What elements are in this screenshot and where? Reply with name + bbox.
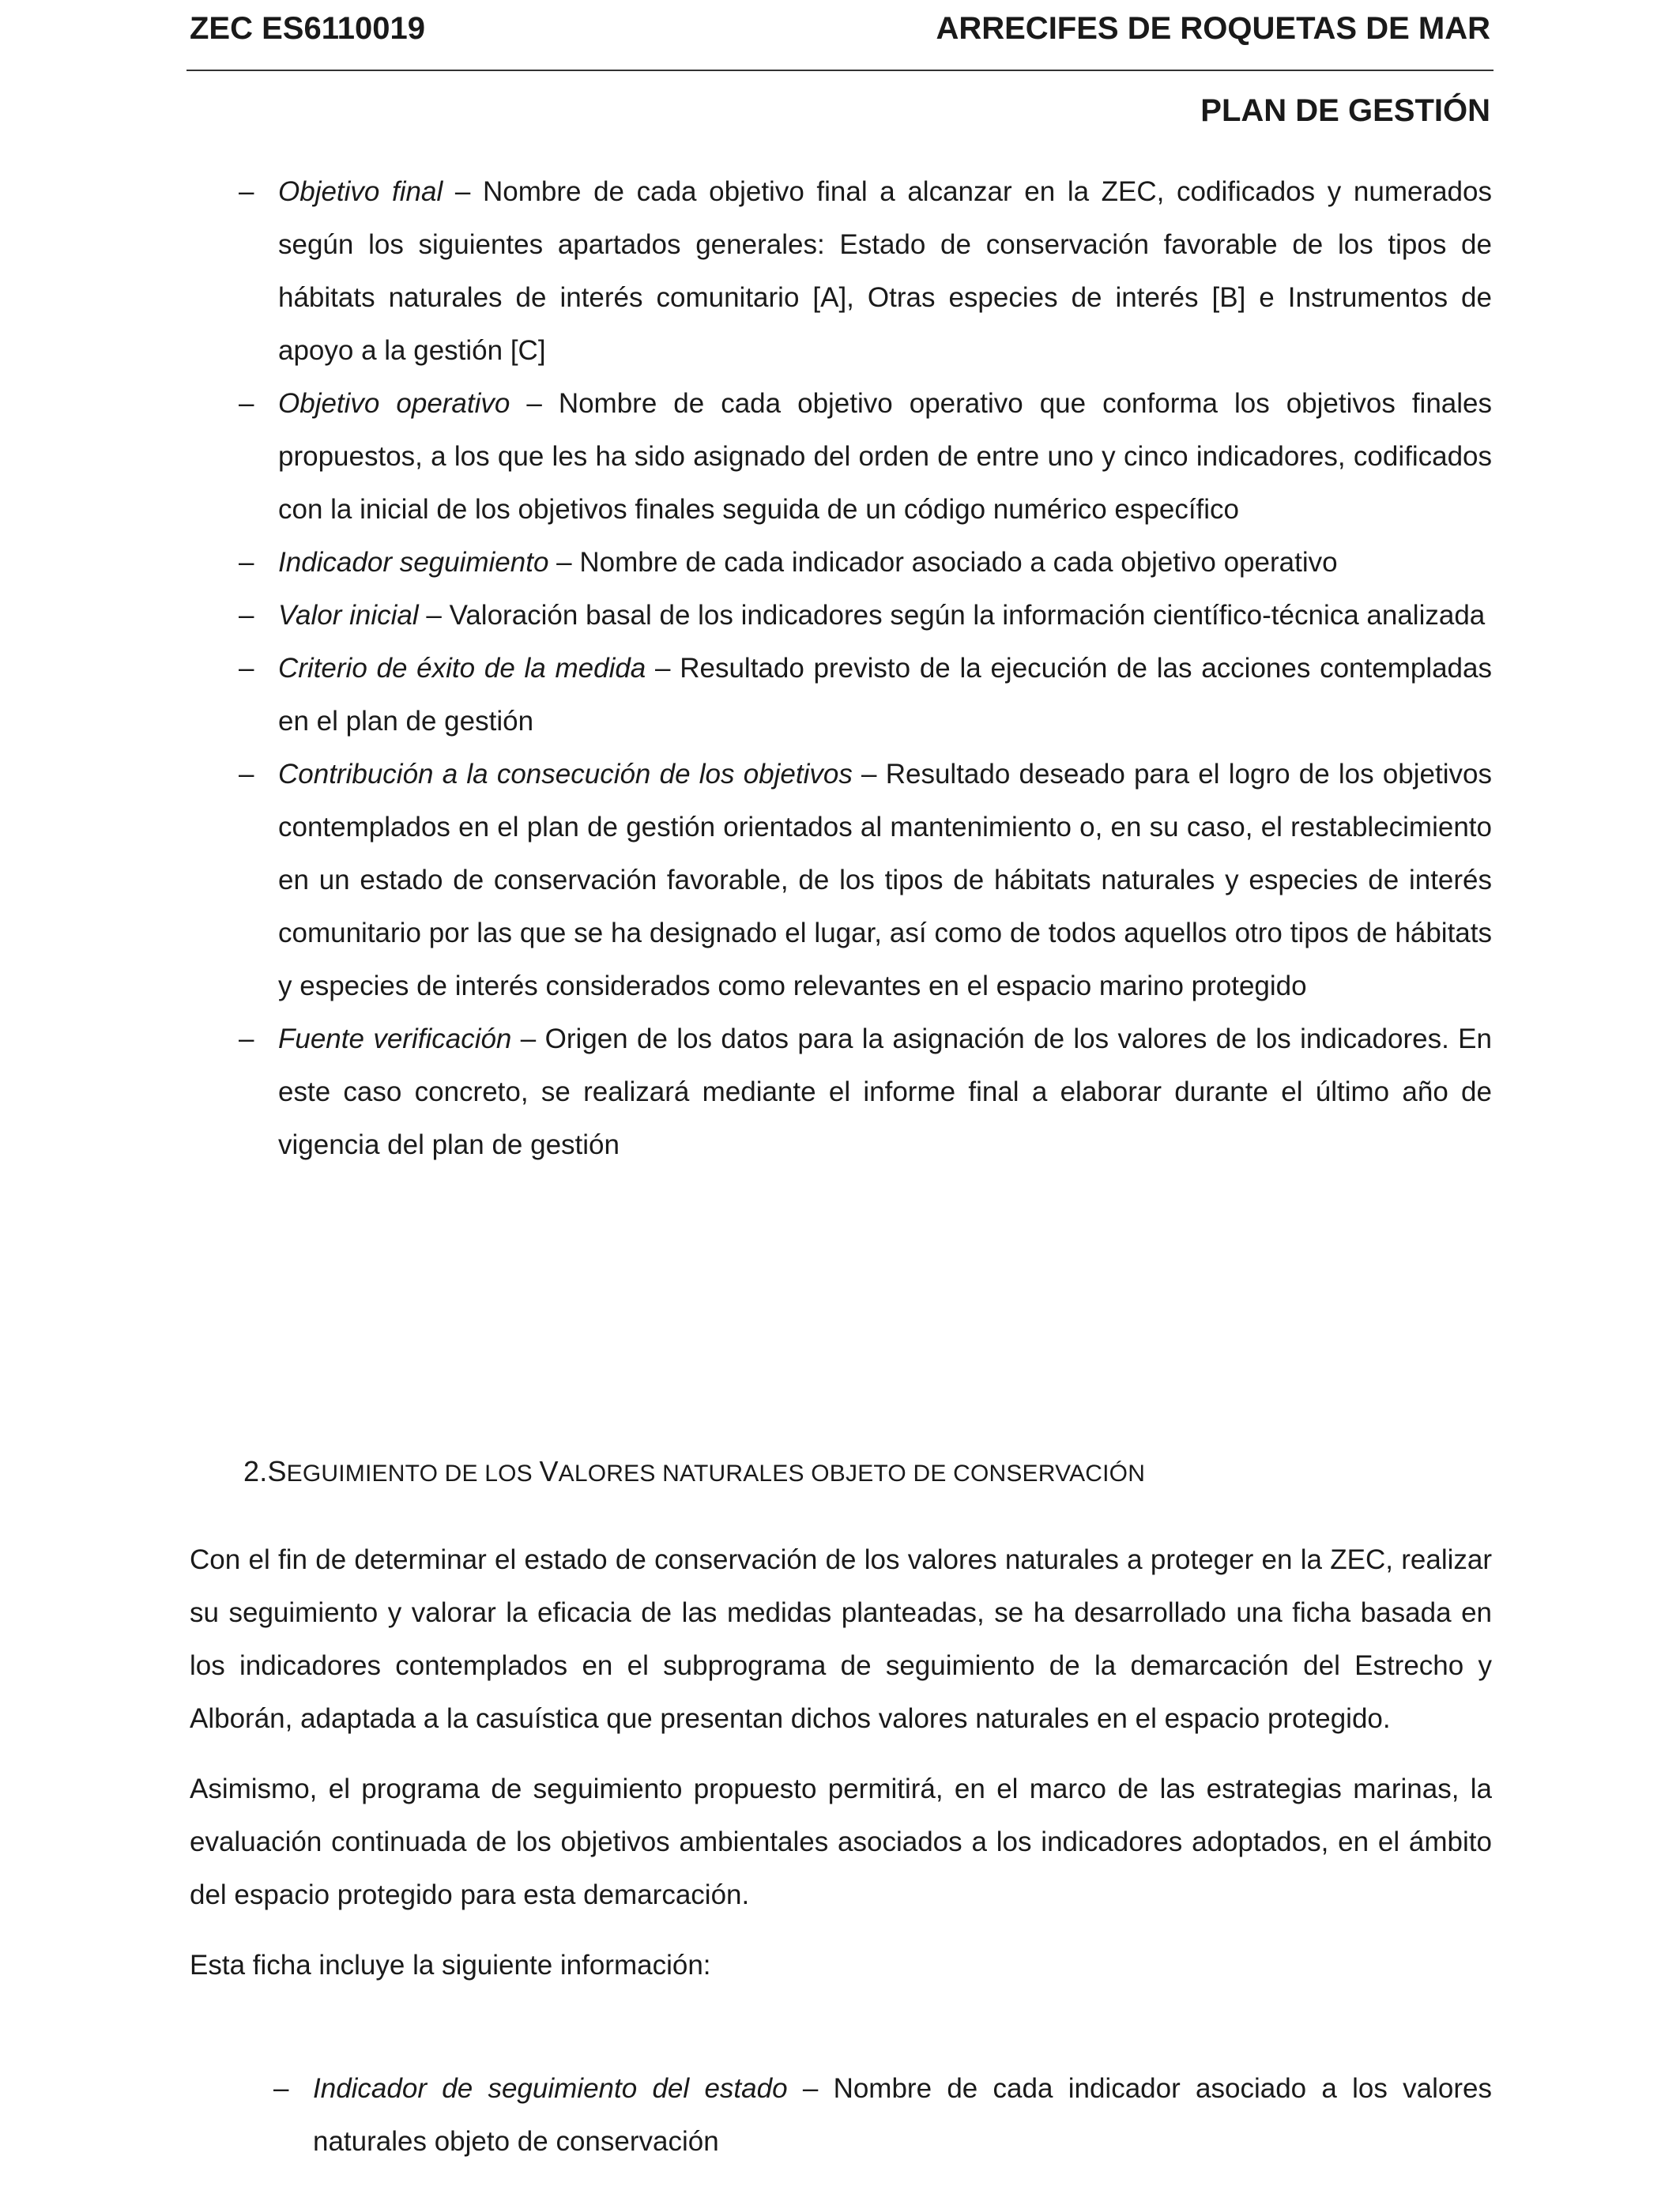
definition-list [239, 165, 1492, 1171]
definition-item [239, 165, 1492, 377]
bullet-dash: – [239, 547, 254, 578]
body-paragraph: Con el fin de determinar el estado de conservación de los valores naturales a proteger en la ZEC, realizar su seguimiento y valorar la eficacia de las medidas planteadas, se ha desarrollado una ficha basada en los indicadores contemplados en el subprograma de seguimiento de la demarcación del Estrecho y Alborán, adaptada a la casuística que presentan dichos valores naturales en el espacio protegido. [190, 1544, 1492, 1734]
bullet-dash: – [239, 653, 254, 684]
section-title-cap: V [539, 1455, 559, 1487]
bullet-dash: – [239, 176, 254, 207]
definition-term: Indicador seguimiento [278, 547, 549, 578]
definition-item [239, 589, 1492, 642]
section-number: 2. [243, 1455, 268, 1487]
definition-text: – Origen de los datos para la asignación de los valores de los indicadores. En este caso concreto, se realizará mediante el informe final a elaborar durante el último año de vigencia del plan de gestión [278, 1023, 1492, 1160]
definition-item [273, 2062, 1492, 2168]
definition-text: – Resultado deseado para el logro de los objetivos contemplados en el plan de gestión orientados al mantenimiento o, en su caso, el restablecimiento en un estado de conservación favorable, de los tipos de hábitats naturales y especies de interés comunitario por las que se ha designado el lugar, así como de todos aquellos otro tipos de hábitats y especies de interés considerados como relevantes en el espacio marino protegido [278, 759, 1492, 1001]
definition-item [239, 377, 1492, 536]
section-body [190, 1533, 1492, 2009]
definition-item [239, 1012, 1492, 1171]
definition-term: Contribución a la consecución de los objetivos [278, 759, 853, 790]
definition-term: Objetivo final [278, 176, 443, 207]
definition-term: Valor inicial [278, 600, 419, 631]
definition-item [239, 536, 1492, 589]
definition-text: – Valoración basal de los indicadores según la información científico-técnica analizada [418, 600, 1486, 631]
definition-text: – Resultado previsto de la ejecución de las acciones contempladas en el plan de gestión [278, 653, 1492, 737]
definition-term: Criterio de éxito de la medida [278, 653, 646, 684]
header-document-type: PLAN DE GESTIÓN [1200, 93, 1490, 128]
bullet-dash: – [239, 388, 254, 419]
header-site-name: ARRECIFES DE ROQUETAS DE MAR [936, 11, 1490, 46]
definition-term: Indicador de seguimiento del estado [313, 2073, 788, 2104]
section-title-smallcaps: ALORES NATURALES OBJETO DE CONSERVACIÓN [558, 1461, 1146, 1487]
definition-text: – Nombre de cada indicador asociado a cada objetivo operativo [548, 547, 1338, 578]
bullet-dash: – [239, 600, 254, 631]
body-paragraph: Esta ficha incluye la siguiente información: [190, 1950, 711, 1981]
bullet-dash: – [239, 1023, 254, 1054]
definition-text: – Nombre de cada indicador asociado a los valores naturales objeto de conservación [313, 2073, 1492, 2157]
section-title-smallcaps: EGUIMIENTO DE LOS [286, 1461, 540, 1487]
section-heading [243, 1453, 1145, 1493]
header-site-code: ZEC ES6110019 [190, 11, 425, 46]
section-title-cap: S [267, 1455, 287, 1487]
bullet-dash: – [239, 759, 254, 790]
definition-item [239, 748, 1492, 1012]
info-list [273, 2062, 1492, 2168]
header-divider [186, 70, 1494, 71]
body-paragraph: Asimismo, el programa de seguimiento propuesto permitirá, en el marco de las estrategias marinas, la evaluación continuada de los objetivos ambientales asociados a los indicadores adoptados, en el ámbito del espacio protegido para esta demarcación. [190, 1774, 1492, 1910]
definition-item [239, 642, 1492, 748]
bullet-dash: – [273, 2073, 289, 2104]
definition-text: – Nombre de cada objetivo operativo que conforma los objetivos finales propuestos, a los que les ha sido asignado del orden de entre uno y cinco indicadores, codificados con la inicial de los objetivos finales seguida de un código numérico específico [278, 388, 1492, 525]
definition-text: – Nombre de cada objetivo final a alcanzar en la ZEC, codificados y numerados según los siguientes apartados generales: Estado de conservación favorable de los tipos de hábitats naturales de interés comunitario [A], Otras especies de interés [B] e Instrumentos de apoyo a la gestión [C] [278, 176, 1492, 366]
definition-term: Objetivo operativo [278, 388, 510, 419]
definition-term: Fuente verificación [278, 1023, 512, 1054]
